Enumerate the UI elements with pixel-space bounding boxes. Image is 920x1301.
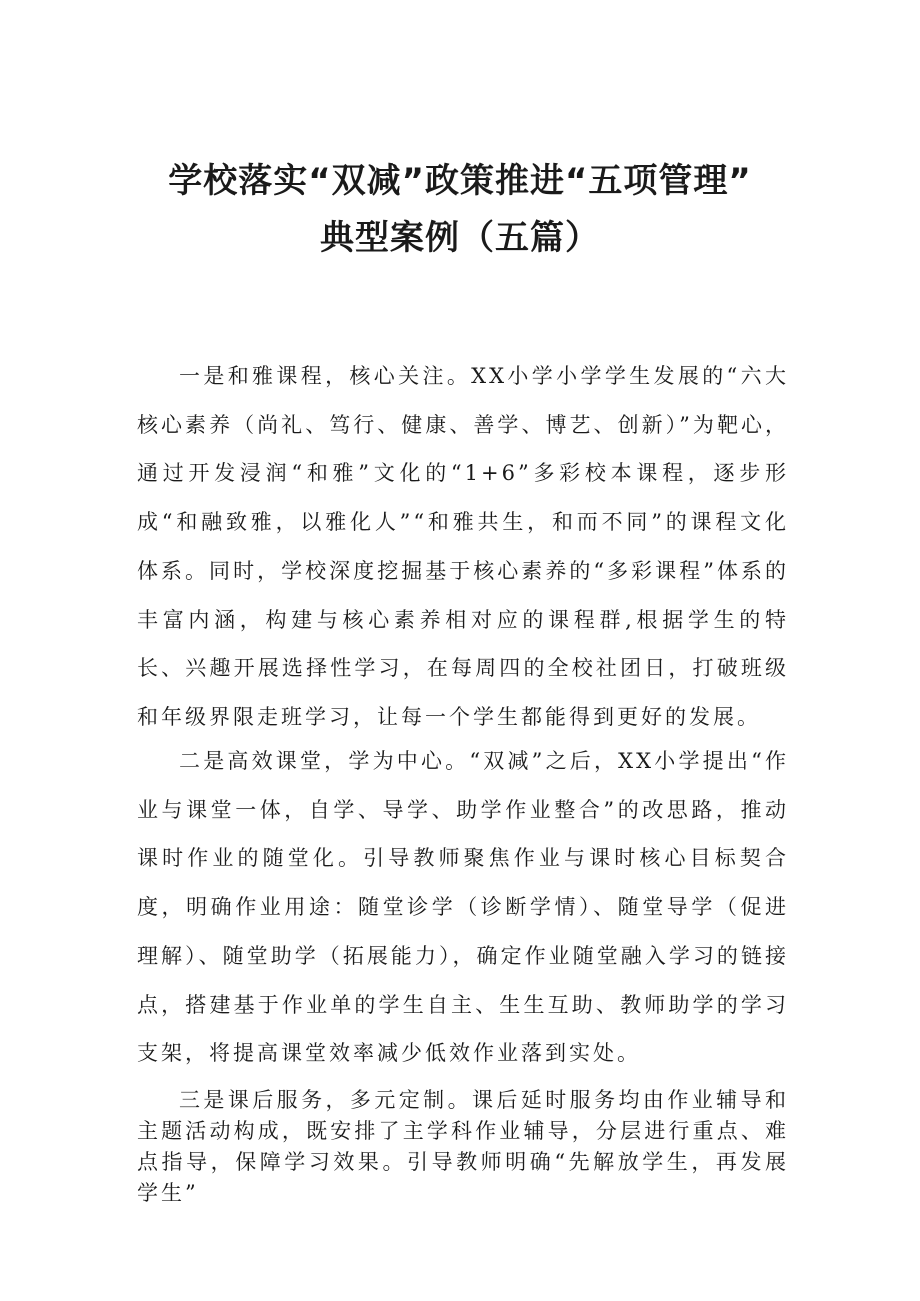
document-title-line-1: 学校落实“双减”政策推进“五项管理” — [168, 161, 752, 201]
document-title-line-2: 典型案例（五篇） — [320, 218, 600, 258]
paragraph-curriculum: 一是和雅课程，核心关注。XX小学小学学生发展的“六大核心素养（尚礼、笃行、健康、善学、博艺、创新）”为靶心，通过开发浸润“和雅”文化的“1+6”多彩校本课程，逐步形成“和融致雅，以雅化人”“和雅共生，和而不同”的课程文化体系。同时，学校深度挖掘基于核心素养的“多彩课程”体系的丰富内涵，构建与核心素养相对应的课程群,根据学生的特长、兴趣开展选择性学习，在每周四的全校社团日，打破班级和年级界限走班学习，让每一个学生都能得到更好的发展。 — [137, 364, 789, 729]
paragraph-after-school-service: 三是课后服务，多元定制。课后延时服务均由作业辅导和主题活动构成，既安排了主学科作业辅导，分层进行重点、难点指导，保障学习效果。引导教师明确“先解放学生，再发展学生” — [137, 1088, 789, 1205]
paragraph-classroom: 二是高效课堂，学为中心。“双减”之后，XX小学提出“作业与课堂一体，自学、导学、助学作业整合”的改思路，推动课时作业的随堂化。引导教师聚焦作业与课时核心目标契合度，明确作业用途：随堂诊学（诊断学情）、随堂导学（促进理解）、随堂助学（拓展能力），确定作业随堂融入学习的链接点，搭建基于作业单的学生自主、生生互助、教师助学的学习支架，将提高课堂效率减少低效作业落到实处。 — [137, 749, 789, 1066]
